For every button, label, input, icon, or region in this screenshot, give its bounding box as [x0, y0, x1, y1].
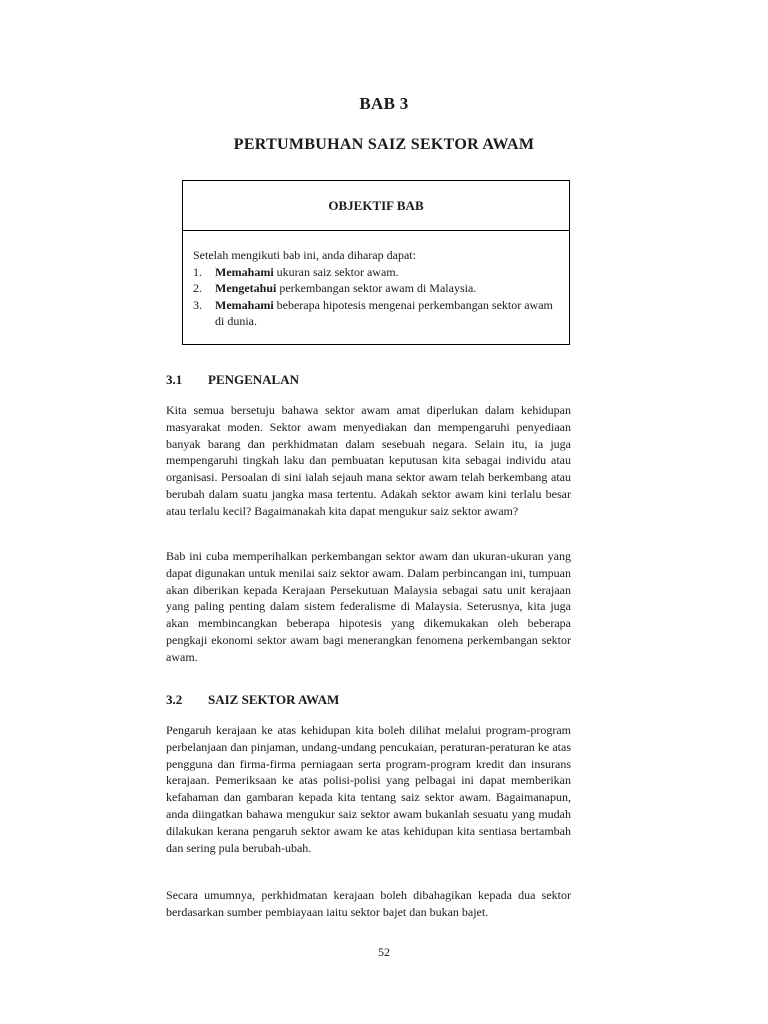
objective-intro: Setelah mengikuti bab ini, anda diharap dapat: [193, 248, 416, 262]
objective-item [193, 297, 563, 330]
paragraph: Bab ini cuba memperihalkan perkembangan sektor awam dan ukuran-ukuran yang dapat digunakan untuk menilai saiz sektor awam. Dalam perbincangan ini, tumpuan akan diberikan kepada Kerajaan Persekutuan Malaysia sebagai satu unit kerajaan yang paling penting dalam sistem federalisme di Malaysia. Seterusnya, kita juga akan membincangkan beberapa hipotesis yang dikemukakan oleh beberapa pengkaji ekonomi sektor awam bagi menerangkan fenomena perkembangan sektor awam. [166, 549, 571, 664]
chapter-label: BAB 3 [359, 94, 409, 113]
objective-list [193, 264, 563, 330]
paragraph: Kita semua bersetuju bahawa sektor awam amat diperlukan dalam kehidupan masyarakat moden. Sektor awam menyediakan dan mempengaruhi penyediaan banyak barang dan perkhidmatan dalam sesebuah negara. Selain itu, ia juga mempengaruhi tingkah laku dan pembuatan keputusan kita sebagai individu atau organisasi. Persoalan di sini ialah sejauh mana sektor awam telah berkembang atau berubah dalam suatu jangka masa tertentu. Adakah sektor awam kini terlalu besar atau terlalu kecil? Bagaimanakah kita dapat mengukur saiz sektor awam? [166, 403, 571, 518]
objective-item-number: 2. [193, 281, 202, 295]
objective-body [193, 247, 563, 330]
paragraph: Secara umumnya, perkhidmatan kerajaan boleh dibahagikan kepada dua sektor berdasarkan sumber pembiayaan iaitu sektor bajet dan bukan bajet. [166, 888, 571, 919]
objective-item-text: ukuran saiz sektor awam. [273, 264, 399, 279]
objective-item-number: 1. [193, 264, 202, 279]
page-number: 52 [378, 945, 390, 959]
objective-item-text: beberapa hipotesis mengenai perkembangan sektor awam di dunia. [215, 297, 553, 328]
section-number: 3.1 [166, 372, 183, 387]
section-number: 3.2 [166, 692, 183, 707]
objective-item-verb: Mengetahui [215, 281, 277, 295]
section-title: SAIZ SEKTOR AWAM [208, 692, 340, 707]
paragraph: Pengaruh kerajaan ke atas kehidupan kita boleh dilihat melalui program-program perbelanjaan dan pinjaman, undang-undang pencukaian, peraturan-peraturan ke atas pengguna dan firma-firma perniagaan serta program-program kredit dan insurans kerajaan. Pemeriksaan ke atas polisi-polisi yang pelbagai ini dapat memberikan kefahaman dan gambaran kepada kita tentang saiz sektor awam. Bagaimanapun, anda diingatkan bahawa mengukur saiz sektor awam bukanlah sesuatu yang mudah dilakukan kerana pengaruh sektor awam ke atas kehidupan kita sentiasa bertambah dan sering pula berubah-ubah. [166, 723, 571, 855]
objective-box [182, 180, 570, 345]
chapter-title: PERTUMBUHAN SAIZ SEKTOR AWAM [233, 136, 535, 153]
objective-item [193, 280, 563, 297]
section-heading [166, 372, 299, 388]
section-title: PENGENALAN [208, 372, 300, 387]
objective-item-text: perkembangan sektor awam di Malaysia. [276, 281, 477, 295]
objective-item-verb: Memahami [215, 297, 274, 312]
objective-heading: OBJEKTIF BAB [183, 181, 569, 231]
objective-item [193, 264, 563, 281]
objective-item-number: 3. [193, 297, 202, 312]
objective-item-verb: Memahami [215, 264, 274, 279]
section-heading [166, 692, 339, 708]
